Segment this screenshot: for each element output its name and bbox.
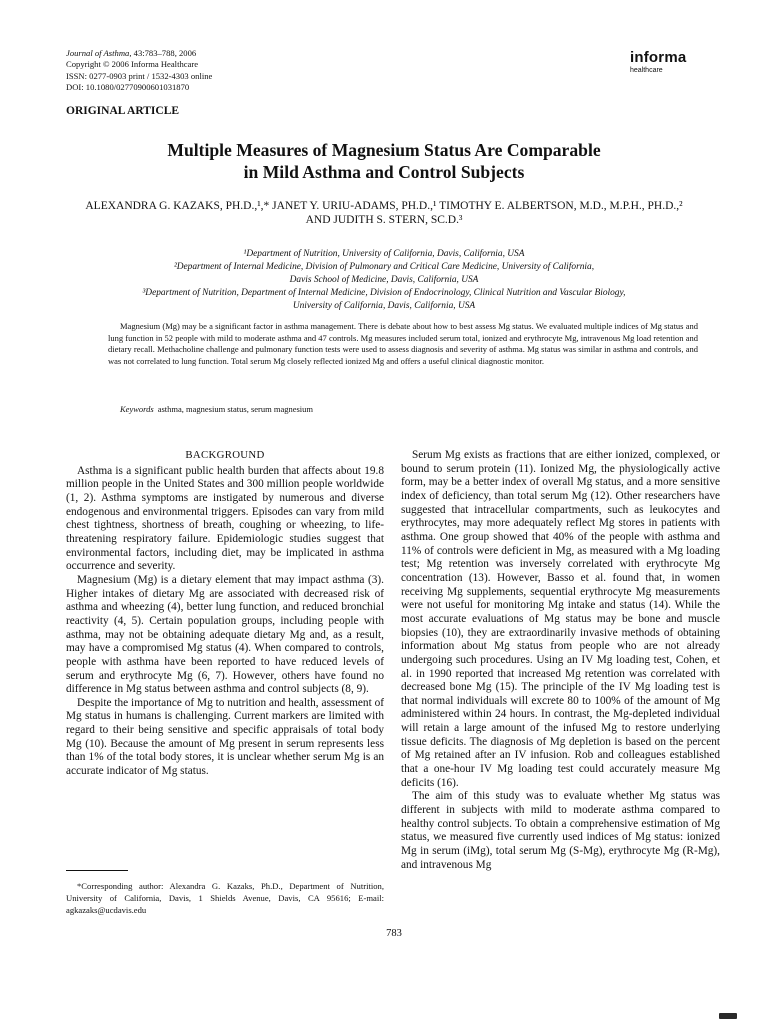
body-paragraph: The aim of this study was to evaluate whether Mg status was different in subjects with mild to moderate asthma compared to healthy control subjects. To obtain a comprehensive estimation of Mg status, we measured five currently used indices of Mg status: ionized Mg in serum (iMg), total serum Mg (S-Mg), erythrocyte Mg (R-Mg), and intravenous Mg [401,790,720,871]
copyright-line: Copyright © 2006 Informa Healthcare [66,59,199,70]
doi-line: DOI: 10.1080/02770900601031870 [66,81,190,92]
abstract: Magnesium (Mg) may be a significant factor in asthma management. There is debate about how to best assess Mg status. We evaluated multiple indices of Mg status and lung function in 52 people with mild to moderate asthma and 47 controls. Mg measures included serum total, ionized and erythrocyte Mg, intravenous Mg load retention and dietary recall. Methacholine challenge and pulmonary function tests were used to assess diagnosis and severity of asthma. Mg status was similar in asthma and controls, and was not correlated to lung function. Total serum Mg closely reflected ionized Mg and offers a useful clinical diagnostic monitor. [108,321,698,366]
affiliation-line-3: Davis School of Medicine, Davis, California, USA [289,275,479,285]
issn-line: ISSN: 0277-0903 print / 1532-4303 online [66,70,213,81]
author-list [50,199,718,227]
journal-volume-pages: , 43:783–788, 2006 [129,48,197,58]
section-heading-background: BACKGROUND [185,449,265,461]
title-line-2: in Mild Asthma and Control Subjects [243,162,525,182]
title-line-1: Multiple Measures of Magnesium Status Are Comparable [167,140,601,160]
affiliation-line-2: ²Department of Internal Medicine, Division of Pulmonary and Critical Care Medicine, University of California, [173,262,595,272]
affiliation-line-5: University of California, Davis, California, USA [292,301,476,311]
page-corner-mark [719,1013,737,1019]
body-paragraph: Serum Mg exists as fractions that are either ionized, complexed, or bound to serum protein (11). Ionized Mg, the physiologically active form, may be a better index of overall Mg status, and a more sensitive index of deficiency, than total serum Mg (12). Other researchers have suggested that intracellular compartments, such as leukocytes and erythrocytes, may more adequately reflect Mg stores in patients with asthma. One group showed that 40% of the people with asthma and 11% of controls were deficient in Mg, as measured with a Mg loading test; Mg retention was inversely correlated with erythrocyte Mg concentration (13). However, Basso et al. found that, in women receiving Mg supplements, sequential erythrocyte Mg measurements were not useful for monitoring Mg intake and status (14). While the most accurate evaluations of Mg status may be bone and muscle biopsies (10), they are extraordinarily invasive methods of obtaining information about Mg status from people who are not already undergoing such procedures. Using an IV Mg loading test, Cohen, et al. in 1990 reported that increased Mg retention was correlated with decreased bone Mg (15). The principle of the IV Mg loading test is that normal individuals will excrete 80 to 100% of the amount of Mg administered within 24 hours. In contrast, the Mg-depleted individual will retain a large amount of the infused Mg to restore underlying tissue deficits. The diagnosis of Mg depletion is based on the percent of Mg retained after an IV infusion. Rob and colleagues established that a one-hour IV Mg loading test could accurately measure Mg deficits (16). [401,449,720,789]
body-paragraph: Despite the importance of Mg to nutrition and health, assessment of Mg status in humans is challenging. Current markers are limited with regard to their being sensitive and specific appraisals of total body Mg (10). Because the amount of Mg present in serum represents less than 1% of the total body stores, it is unclear whether serum Mg is an accurate indicator of Mg status. [66,696,384,778]
keywords-text: asthma, magnesium status, serum magnesium [157,404,314,414]
keywords [108,404,313,414]
journal-citation [66,48,212,59]
article-title [60,139,708,183]
body-paragraph: Asthma is a significant public health burden that affects about 19.8 million people in the United States and 300 million people worldwide (1, 2). Asthma symptoms are instigated by numerous and diverse endogenous and environmental triggers. Episodes can vary from mild chest tightness, shortness of breath, coughing or wheezing, to life-threatening respiratory failure. Epidemiologic studies suggest that environmental factors, including diet, may be implicated in asthma occurrence and severity. [66,464,384,573]
right-column [401,449,720,872]
journal-name: Journal of Asthma [66,48,130,58]
logo-brand: informa [630,49,687,66]
journal-metadata [66,48,212,93]
page-number: 783 [386,928,402,939]
affiliation-line-1: ¹Department of Nutrition, University of California, Davis, California, USA [243,249,525,259]
affiliations [40,248,728,313]
authors-line-2: AND JUDITH S. STERN, SC.D.³ [305,214,463,226]
left-column [66,449,384,779]
publisher-logo [630,50,686,75]
authors-line-1: ALEXANDRA G. KAZAKS, PH.D.,¹,* JANET Y. URIU-ADAMS, PH.D.,¹ TIMOTHY E. ALBERTSON, M.D., M.P.H., PH.D.,² [85,200,683,212]
footnote-divider [66,870,128,871]
keywords-label: Keywords [120,404,154,414]
logo-subtitle: healthcare [630,67,663,74]
body-paragraph: Magnesium (Mg) is a dietary element that may impact asthma (3). Higher intakes of dietary Mg are associated with decreased risk of asthma and wheezing (4), better lung function, and reduced bronchial reactivity (4, 5). Certain population groups, including people with asthma, may not be obtaining adequate dietary Mg and, as a result, may have a compromised Mg status (4). When compared to controls, people with asthma have been reported to have reduced levels of serum and erythrocyte Mg (6, 7). However, others have found no difference in Mg status between asthma and control subjects (8, 9). [66,573,384,696]
affiliation-line-4: ³Department of Nutrition, Department of Internal Medicine, Division of Endocrinology, Clinical Nutrition and Vascular Biology, [142,288,626,298]
article-type-label: ORIGINAL ARTICLE [66,105,180,117]
corresponding-author-footnote: *Corresponding author: Alexandra G. Kazaks, Ph.D., Department of Nutrition, University of California, Davis, 1 Shields Avenue, Davis, CA 95616; E-mail: agkazaks@ucdavis.edu [66,881,384,915]
